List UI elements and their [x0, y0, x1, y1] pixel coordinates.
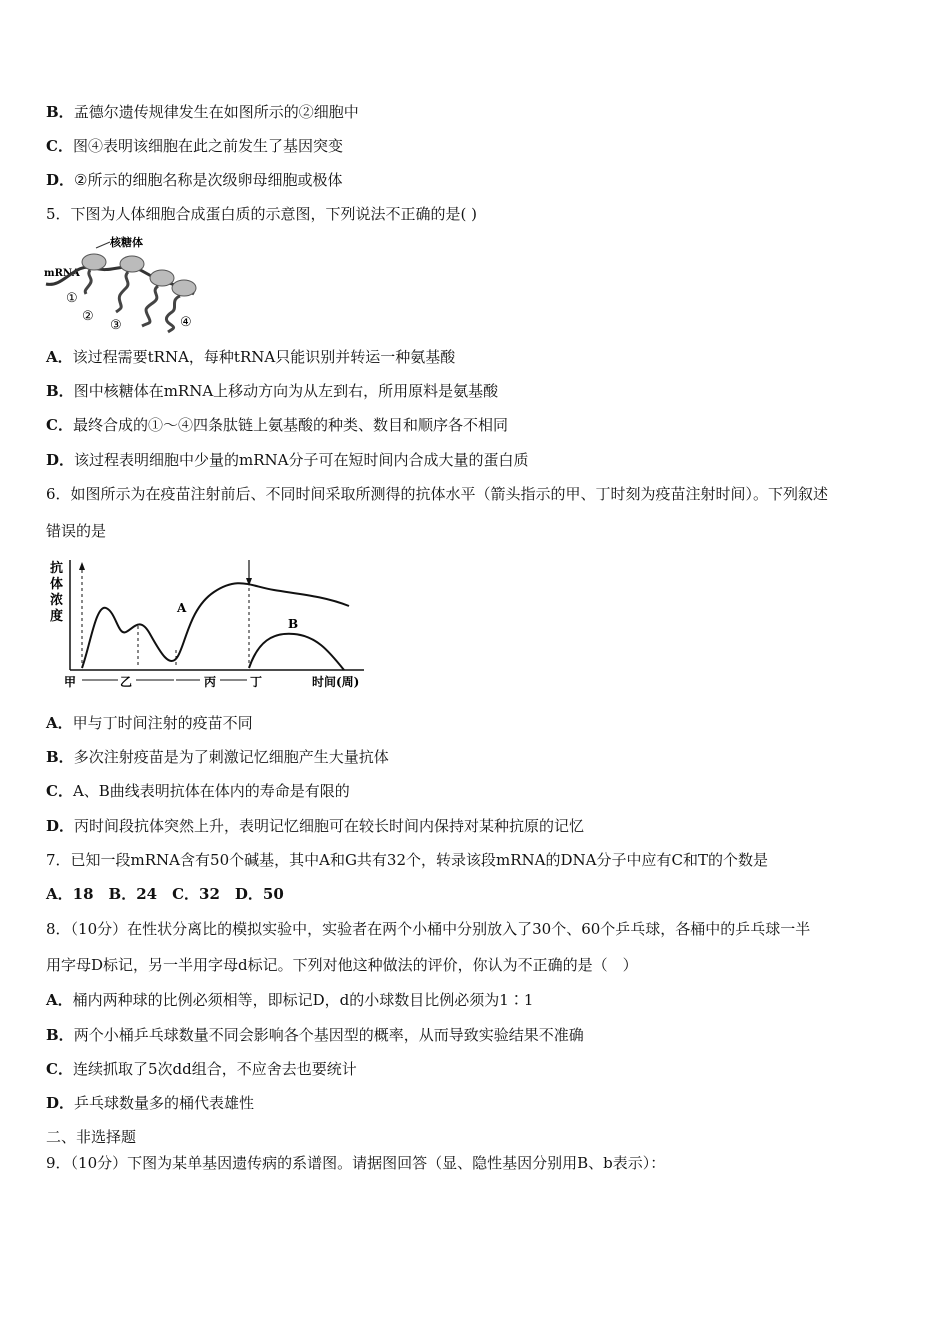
curve-a: [82, 583, 349, 668]
q6-option-b: B．多次注射疫苗是为了刺激记忆细胞产生大量抗体: [46, 748, 389, 766]
chain-label-3: ③: [110, 318, 122, 333]
q8-option-c: C．连续抓取了5次dd组合，不应舍去也要统计: [46, 1060, 357, 1078]
chain-label-4: ④: [180, 315, 192, 330]
q6-option-c: C．A、B曲线表明抗体在体内的寿命是有限的: [46, 782, 350, 800]
ylabel-char-1: 抗: [50, 561, 64, 576]
q8-option-a: A．桶内两种球的比例必须相等，即标记D，d的小球数目比例必须为1∶1: [46, 991, 534, 1009]
peptide-chain-2: [116, 272, 128, 312]
ylabel-char-3: 浓: [50, 593, 64, 608]
q5-stem: 5．下图为人体细胞合成蛋白质的示意图，下列说法不正确的是( ): [46, 205, 478, 223]
ribosome-1: [82, 254, 106, 270]
q5-option-d: D．该过程表明细胞中少量的mRNA分子可在短时间内合成大量的蛋白质: [46, 451, 529, 469]
q9-stem: 9．（10分）下图为某单基因遗传病的系谱图。请据图回答（显、隐性基因分别用B、b表示）：: [46, 1154, 666, 1172]
peptide-chain-1: [85, 270, 91, 294]
tick-jia: 甲: [64, 675, 77, 689]
tick-yi: 乙: [120, 675, 133, 689]
q5-option-c: C．最终合成的①～④四条肽链上氨基酸的种类、数目和顺序各不相同: [46, 416, 508, 434]
ribosome-4: [172, 280, 196, 296]
q8-option-b: B．两个小桶乒乓球数量不同会影响各个基因型的概率，从而导致实验结果不准确: [46, 1026, 584, 1044]
curve-b: [249, 634, 344, 670]
q8-stem-line1: 8．（10分）在性状分离比的模拟实验中，实验者在两个小桶中分别放入了30个、60个乒乓球，各桶中的乒乓球一半: [46, 920, 811, 938]
ribosome-2: [120, 256, 144, 272]
chain-label-1: ①: [66, 291, 78, 306]
injection-arrow-1: [79, 562, 85, 570]
translation-figure: [44, 232, 204, 334]
curve-a-label: A: [177, 601, 187, 615]
q5-option-b: B．图中核糖体在mRNA上移动方向为从左到右，所用原料是氨基酸: [46, 382, 499, 400]
peptide-chain-3: [142, 286, 158, 326]
q5-option-a: A．该过程需要tRNA，每种tRNA只能识别并转运一种氨基酸: [46, 348, 456, 366]
section-2-title: 二、非选择题: [46, 1128, 137, 1146]
q4-option-b: B．孟德尔遗传规律发生在如图所示的②细胞中: [46, 103, 359, 121]
q4-option-c: C．图④表明该细胞在此之前发生了基因突变: [46, 137, 343, 155]
q6-stem-line2: 错误的是: [46, 522, 107, 540]
q8-option-d: D．乒乓球数量多的桶代表雄性: [46, 1094, 255, 1112]
tick-ding: 丁: [250, 675, 263, 689]
ylabel-char-2: 体: [50, 577, 64, 592]
mrna-label: mRNA: [44, 268, 80, 279]
ribosome-3: [150, 270, 174, 286]
q7-options: A．18 B．24 C．32 D．50: [46, 885, 284, 903]
chain-label-2: ②: [82, 309, 94, 324]
q7-stem: 7．已知一段mRNA含有50个碱基，其中A和G共有32个，转录该段mRNA的DNA分子中应有C和T的个数是: [46, 851, 768, 869]
tick-bing: 丙: [204, 675, 217, 689]
xlabel: 时间(周): [312, 675, 360, 689]
q6-stem-line1: 6．如图所示为在疫苗注射前后、不同时间采取所测得的抗体水平（箭头指示的甲、丁时刻为疫苗注射时间）。下列叙述: [46, 485, 829, 503]
peptide-chain-4: [166, 296, 180, 332]
q8-stem-line2: 用字母D标记，另一半用字母d标记。下列对他这种做法的评价，你认为不正确的是（ ）: [46, 956, 638, 974]
ylabel-char-4: 度: [50, 609, 64, 624]
q6-option-d: D．丙时间段抗体突然上升，表明记忆细胞可在较长时间内保持对某种抗原的记忆: [46, 817, 585, 835]
curve-b-label: B: [288, 617, 299, 631]
ribosome-label: 核糖体: [110, 236, 143, 249]
q4-option-d: D．②所示的细胞名称是次级卵母细胞或极体: [46, 171, 343, 189]
q6-option-a: A．甲与丁时间注射的疫苗不同: [46, 714, 253, 732]
antibody-figure: [44, 556, 374, 696]
